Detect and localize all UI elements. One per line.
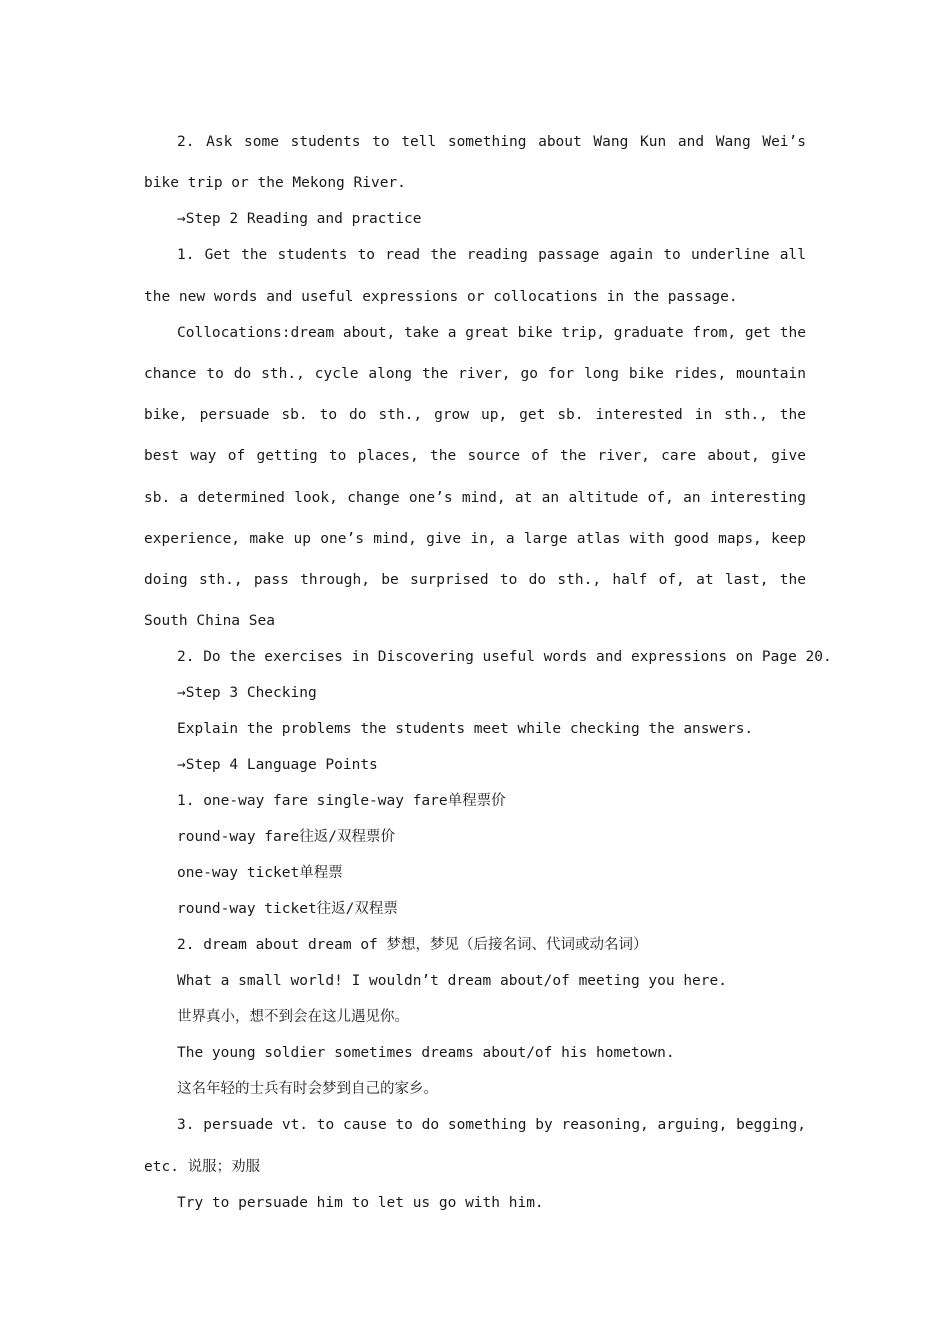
paragraph-explain-problems: Explain the problems the students meet while checking the answers.	[177, 721, 754, 738]
point-one-way-fare: 1. one-way fare single-way fare单程票价	[177, 793, 506, 810]
example-young-soldier-translation: 这名年轻的士兵有时会梦到自己的家乡。	[177, 1081, 438, 1098]
example-young-soldier: The young soldier sometimes dreams about/of his hometown.	[177, 1045, 675, 1062]
point-dream-about: 2. dream about dream of 梦想，梦见（后接名词、代词或动名词）	[177, 937, 648, 954]
paragraph-collocations: Collocations:dream about, take a great bike trip, graduate from, get the chance to do sth., cycle along the river, go for long bike rides, mountain bike, persuade sb. to do sth., grow up, get sb. interested in sth., the best way of getting to places, the source of the river, care about, give sb. a determined look, change one’s mind, at an altitude of, an interesting experience, make up one’s mind, give in, a large atlas with good maps, keep doing sth., pass through, be surprised to do sth., half of, at last, the South China Sea	[144, 324, 806, 630]
heading-step-3: →Step 3 Checking	[177, 685, 317, 702]
paragraph-get-students-read: 1. Get the students to read the reading passage again to underline all the new words and useful expressions or collocations in the passage.	[144, 247, 806, 305]
heading-step-2: →Step 2 Reading and practice	[177, 211, 422, 228]
paragraph-do-exercises: 2. Do the exercises in Discovering useful words and expressions on Page 20.	[177, 649, 832, 666]
example-small-world: What a small world! I wouldn’t dream about/of meeting you here.	[177, 973, 727, 990]
point-one-way-ticket: one-way ticket单程票	[177, 865, 343, 882]
example-small-world-translation: 世界真小，想不到会在这儿遇见你。	[177, 1009, 409, 1026]
document-body	[144, 122, 832, 1224]
point-round-way-fare: round-way fare往返/双程票价	[177, 829, 395, 846]
heading-step-4: →Step 4 Language Points	[177, 757, 378, 774]
paragraph-ask-students: 2. Ask some students to tell something about Wang Kun and Wang Wei’s bike trip or the Mekong River.	[144, 134, 806, 192]
example-persuade: Try to persuade him to let us go with him.	[177, 1194, 544, 1211]
point-persuade: 3. persuade vt. to cause to do something by reasoning, arguing, begging, etc. 说服；劝服	[144, 1117, 806, 1175]
point-round-way-ticket: round-way ticket往返/双程票	[177, 901, 398, 918]
